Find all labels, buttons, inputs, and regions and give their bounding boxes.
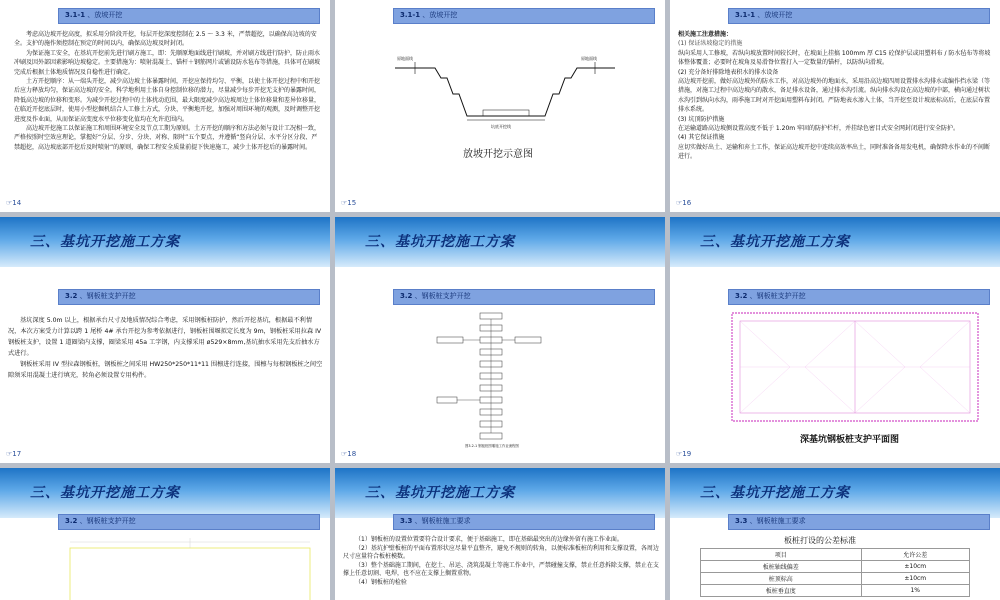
slide-thumbnail-16[interactable] <box>670 0 1000 212</box>
body-text <box>678 30 994 162</box>
slide-title-band <box>0 468 330 518</box>
measure-item-heading: (3) 坑顶防护措施 <box>678 115 725 123</box>
slide-title-band <box>0 217 330 267</box>
section-name: 钢板桩施工要求 <box>756 517 806 525</box>
table-cell: ±10cm <box>861 573 969 585</box>
section-header-bar: 3.2 、钢板桩支护开挖 <box>728 289 990 305</box>
body-text <box>343 536 659 588</box>
sheet-pile-plan-drawing <box>730 311 980 423</box>
construction-flowchart <box>435 311 565 451</box>
slide-thumbnail-17[interactable] <box>0 217 330 463</box>
section-header-bar: 3.3 、钢板桩施工要求 <box>728 514 990 530</box>
table-cell: ±10cm <box>861 561 969 573</box>
section-header-bar: 3.3 、钢板桩施工要求 <box>393 514 655 530</box>
flowchart-caption: 图3.2-1 钢板桩围堰施工作业流程图 <box>465 444 519 448</box>
page-number: ☞16 <box>676 199 692 207</box>
section-number: 3.2 <box>65 292 78 300</box>
section-name: 放坡开挖 <box>764 11 793 19</box>
paragraph: （3）整个基础施工期间，在挖土、吊运、浇筑混凝土等施工作业中，严禁碰撞支撑，禁止任意拆除支撑，禁止在支撑上任意切割、电焊，也不应在支撑上搁置重物。 <box>343 561 659 578</box>
slide-title: 三、基坑开挖施工方案 <box>365 485 515 501</box>
table-title: 板桩打设的公差标准 <box>784 536 856 545</box>
slide-thumbnail-20[interactable] <box>0 468 330 600</box>
page-number: ☞15 <box>341 199 357 207</box>
diagram-label-left: 原地面线 <box>397 56 413 61</box>
slide-title: 三、基坑开挖施工方案 <box>30 234 180 250</box>
body-text <box>14 30 320 152</box>
slide-thumbnail-22[interactable] <box>670 468 1000 600</box>
slide-thumbnail-18[interactable] <box>335 217 665 463</box>
section-number: 3.2 <box>65 517 78 525</box>
section-number: 3.3 <box>735 517 748 525</box>
measures-heading: 相关施工注意措施： <box>678 31 733 38</box>
body-text <box>8 315 324 381</box>
paragraph: （2）基坑护壁板桩的平面布置形状应尽量平直整齐，避免不规则的转角，以便标准板桩的利用和支撑设置，各周边尺寸应量符合板桩模数。 <box>343 544 659 561</box>
slide-title-band <box>335 468 665 518</box>
paragraph: （4）钢板桩的检验 <box>355 578 407 586</box>
slide-title-band <box>670 217 1000 267</box>
section-header-bar: 3.2 、钢板桩支护开挖 <box>58 514 320 530</box>
measure-item-text: 高边坡开挖前，做好高边坡外的防水工作，对高边坡外的地面水，采用沿高边坡四周设置排水沟排水或编作挡水梁（等措施，对施工过程中高边坡内的散水，备足排水设备，通过排水沟引流。纵向排水沟设在高边坡的中部，横向通过树状水沟引到纵向水沟，雨季施工时对开挖面用塑料布封闭。严防地表水渗入土体，当开挖至设计坡底标高后，在底层布置排水系统。 <box>678 78 991 114</box>
section-header-bar: 3.1-1 、放坡开挖 <box>58 8 320 24</box>
section-number: 3.1-1 <box>65 11 86 19</box>
diagram-label-bottom: 坑底开挖线 <box>491 124 511 129</box>
section-name: 钢板桩支护开挖 <box>86 292 136 300</box>
slide-title: 三、基坑开挖施工方案 <box>30 485 180 501</box>
slide-thumbnail-19[interactable] <box>670 217 1000 463</box>
section-number: 3.1-1 <box>400 11 421 19</box>
slide-thumbnail-15[interactable] <box>335 0 665 212</box>
measure-item-text: 应切实做好出土、运输和弃土工作，保证高边坡开挖中连续高效率出土，同时准备备用发电机，确保降水作业的不间断进行。 <box>678 143 991 161</box>
figure-caption: 放坡开挖示意图 <box>463 149 533 160</box>
section-number: 3.3 <box>400 517 413 525</box>
table-header-row <box>701 549 970 561</box>
measure-item-heading: (4) 其它保证措施 <box>678 134 725 142</box>
paragraph: （1）钢板桩的设置位置要符合设计要求，便于基础施工，即在基础最突出的边缘外留有施工作业面。 <box>355 536 623 543</box>
section-name: 放坡开挖 <box>94 11 123 19</box>
paragraph: 钢板桩采用 IV 型拉森钢板桩，钢板桩之间采用 HW250*250*11*11 围檩进行连接，围檩与每根钢板桩之间空隙须采用混凝土进行填充，转角必须设置专用构件。 <box>8 361 323 379</box>
page-number: ☞17 <box>6 450 22 458</box>
section-name: 放坡开挖 <box>429 11 458 19</box>
section-name: 钢板桩支护开挖 <box>421 292 471 300</box>
slide-thumbnail-21[interactable] <box>335 468 665 600</box>
slope-excavation-diagram <box>395 54 615 134</box>
section-header-bar: 3.2 、钢板桩支护开挖 <box>58 289 320 305</box>
measure-item-text: 在运输道路高边坡侧设置高度不低于 1.20m 牢固的防护栏杆，并挂绿色密目式安全网封闭进行安全防护。 <box>678 125 960 133</box>
sheet-pile-plan-drawing <box>60 538 320 600</box>
table-header-cell: 允许公差 <box>861 549 969 561</box>
section-name: 钢板桩支护开挖 <box>756 292 806 300</box>
slide-title: 三、基坑开挖施工方案 <box>700 485 850 501</box>
paragraph: 土方开挖顺序：从一端头开挖，减少高边坡土体暴露时间，开挖应保持均匀、平衡，以使土体开挖过程中和开挖后应力释放均匀，保证高边坡的安全。科学地利用土体自身控制位移的潜力，尽量减少每步开挖无支护的暴露时间，降低高边坡的位移和变形。为减少开挖过程中的土体扰动范围，最大限度减少高边坡周边土体位移量和差异位移量，在临近开挖底层时，使用小型挖掘机结合人工修土方式，分块、平衡地开挖，加强对周围环境的观测，及时调整开挖进度及作业面，从而保证高变度水平位移变化值均在允许范围内。 <box>14 78 321 123</box>
page-number: ☞14 <box>6 199 22 207</box>
measure-item-heading: (1) 保证纵坡稳定的措施 <box>678 40 743 48</box>
table-cell: 1% <box>861 585 969 597</box>
section-header-bar: 3.1-1 、放坡开挖 <box>728 8 990 24</box>
table-header-cell: 项目 <box>701 549 862 561</box>
paragraph: 考虑高边坡开挖高度，拟采用分阶段开挖，每层开挖深度控制在 2.5 ～ 3.3 米，严禁超挖，以确保高边坡的安全。支护的施作须控制在预定的时间以内，确保高边坡及时封闭。 <box>14 31 317 48</box>
section-number: 3.1-1 <box>735 11 756 19</box>
section-number: 3.2 <box>400 292 413 300</box>
page-number: ☞19 <box>676 450 692 458</box>
table-cell: 板桩轴线偏差 <box>701 561 862 573</box>
slide-title-band <box>670 468 1000 518</box>
table-cell: 桩顶标高 <box>701 573 862 585</box>
section-header-bar: 3.1-1 、放坡开挖 <box>393 8 655 24</box>
section-name: 钢板桩施工要求 <box>421 517 471 525</box>
page-number: ☞18 <box>341 450 357 458</box>
tolerance-table <box>700 548 970 597</box>
figure-caption: 深基坑钢板桩支护平面图 <box>800 435 900 445</box>
table-row <box>701 561 970 573</box>
measure-item-text: 纵向采用人工修坡，若纵向坡放置时间较长时，在坡面上挂搞 100mm 厚 C15 砼保护层或用塑料布 / 防水毡布等将坡体整体覆盖；必要时在坡角及易滑脊位置打入一定数量的锚杆，以防纵向滑坡。 <box>678 49 991 67</box>
table-cell: 板桩垂直度 <box>701 585 862 597</box>
slide-title: 三、基坑开挖施工方案 <box>700 234 850 250</box>
slide-thumbnail-14[interactable] <box>0 0 330 212</box>
table-row <box>701 585 970 597</box>
diagram-label-right: 原地面线 <box>581 56 597 61</box>
slide-title: 三、基坑开挖施工方案 <box>365 234 515 250</box>
section-name: 钢板桩支护开挖 <box>86 517 136 525</box>
table-row <box>701 573 970 585</box>
section-header-bar: 3.2 、钢板桩支护开挖 <box>393 289 655 305</box>
measure-item-heading: (2) 充分备好排除地表积水的排水设备 <box>678 68 779 76</box>
paragraph: 高边坡开挖施工以保证施工和周围环境安全及节点工期为原则。土方开挖的顺序和方法必须与设计工况相一致，严格按照时空效应理论，掌握好“分层、分步、分块、对称、限时”五个要点，并遵循“竖向分层、水平分区分段、严禁超挖，高边坡底部开挖后及时喷射”的原则，确保工程安全质量前提下快速施工，减少土体开挖后的暴露时间。 <box>14 125 321 151</box>
paragraph: 为保证施工安全，在基坑开挖前先进行刷方施工，即：先顺原地面线进行刷坡，并对刷方线进行防护，防止雨水冲刷及因外部因素影响边坡稳定。主要措施为：喷射混凝土、锚杆＋钢筋网片或铺设防水毡布等措施，具体可在刷坡完成后根据土体地质情况及自稳性进行确定。 <box>14 49 321 76</box>
section-number: 3.2 <box>735 292 748 300</box>
paragraph: 基坑深度 5.0m 以上，根据承台尺寸及地质情况综合考虑，采用钢板桩防护，然后开挖基坑，根据最不利情况，本次方案受力计算以跨 1 尾桥 4# 承台开挖为参考依据进行，钢板桩围堰拟定长度为 9m，钢板桩采用拉森 IV 钢板桩支护，设置 1 道圈梁内支撑，圈梁采用 45a 工字钢，内支撑采用 ø529×8mm,基坑抽水采用先支后抽水方式进行。 <box>8 317 322 357</box>
slide-title-band <box>335 217 665 267</box>
